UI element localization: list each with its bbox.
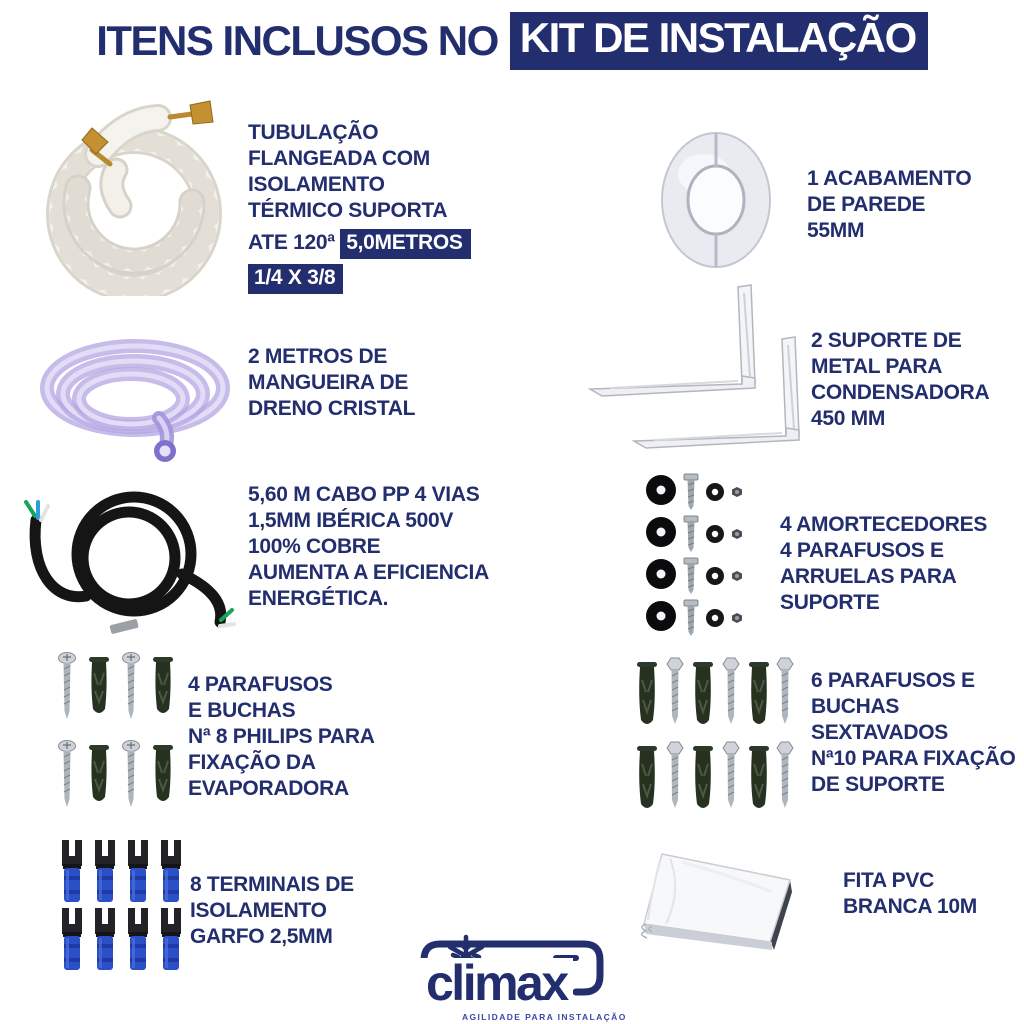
- label-line: DE PAREDE: [807, 193, 926, 216]
- label-line: BUCHAS: [811, 695, 900, 718]
- label-suporte: [811, 328, 989, 432]
- label-mangueira: [248, 344, 415, 422]
- insulated-tubing-coil-image: [24, 84, 246, 296]
- label-line: ISOLAMENTO: [190, 899, 327, 922]
- label-line: EVAPORADORA: [188, 777, 349, 800]
- label-plain-part: ATE 120ª: [248, 231, 335, 254]
- label-line: ISOLAMENTO: [248, 173, 385, 196]
- label-tubulacao: [248, 120, 471, 294]
- label-line: 2 SUPORTE DE: [811, 329, 962, 352]
- logo-tagline: AGILIDADE PARA INSTALAÇÃO: [462, 1012, 627, 1022]
- label-line: 450 MM: [811, 407, 886, 430]
- metal-brackets-image: [588, 283, 800, 449]
- label-line: MANGUEIRA DE: [248, 371, 409, 394]
- label-line: [248, 228, 471, 259]
- label-line: FLANGEADA COM: [248, 147, 430, 170]
- label-line: DE SUPORTE: [811, 773, 945, 796]
- label-line: CONDENSADORA: [811, 381, 990, 404]
- label-line: SEXTAVADOS: [811, 721, 949, 744]
- label-line: GARFO 2,5MM: [190, 925, 333, 948]
- label-line: Nª 8 PHILIPS PARA: [188, 725, 375, 748]
- label-line: Nª10 PARA FIXAÇÃO: [811, 747, 1016, 770]
- label-line: 4 AMORTECEDORES: [780, 513, 988, 536]
- label-line: 1 ACABAMENTO: [807, 167, 972, 190]
- label-line: [248, 263, 471, 294]
- philips-screws-anchors-image: [55, 645, 175, 817]
- drain-hose-coil-image: [35, 330, 243, 468]
- logo-wordmark: climax: [420, 958, 573, 1010]
- label-line: ENERGÉTICA.: [248, 587, 389, 610]
- label-line: 55MM: [807, 219, 865, 242]
- label-line: 1,5MM IBÉRICA 500V: [248, 509, 454, 532]
- label-line: BRANCA 10M: [843, 895, 977, 918]
- label-fita: [843, 868, 977, 920]
- label-line: 8 TERMINAIS DE: [190, 873, 354, 896]
- label-highlight-part: 5,0METROS: [340, 229, 470, 259]
- label-line: ARRUELAS PARA: [780, 565, 957, 588]
- label-line: SUPORTE: [780, 591, 880, 614]
- label-line: AUMENTA A EFICIENCIA: [248, 561, 489, 584]
- label-highlight-part: 1/4 X 3/8: [248, 264, 343, 294]
- label-line: 4 PARAFUSOS: [188, 673, 333, 696]
- label-line: 5,60 M CABO PP 4 VIAS: [248, 483, 480, 506]
- hex-screws-anchors-image: [634, 652, 794, 820]
- label-line: 100% COBRE: [248, 535, 381, 558]
- label-line: DRENO CRISTAL: [248, 397, 416, 420]
- dampers-screws-washers-image: [644, 472, 764, 640]
- wall-finish-ring-image: [660, 130, 772, 270]
- label-line: METAL PARA: [811, 355, 943, 378]
- page-title: [0, 12, 1024, 70]
- label-terminais: [190, 872, 354, 950]
- fork-terminals-image: [58, 836, 188, 976]
- label-line: E BUCHAS: [188, 699, 296, 722]
- label-line: 2 METROS DE: [248, 345, 388, 368]
- title-prefix: ITENS INCLUSOS NO: [96, 17, 498, 64]
- label-line: 4 PARAFUSOS E: [780, 539, 944, 562]
- label-line: 6 PARAFUSOS E: [811, 669, 975, 692]
- title-highlight-badge: KIT DE INSTALAÇÃO: [510, 12, 928, 70]
- label-parafusos-sextavados: [811, 668, 1016, 798]
- pvc-tape-image: [622, 840, 812, 962]
- label-line: TUBULAÇÃO: [248, 121, 379, 144]
- label-line: FITA PVC: [843, 869, 934, 892]
- label-amortecedores: [780, 512, 987, 616]
- label-line: FIXAÇÃO DA: [188, 751, 316, 774]
- climax-logo: [404, 928, 627, 1022]
- label-line: TÉRMICO SUPORTA: [248, 199, 448, 222]
- label-parafusos-philips: [188, 672, 375, 802]
- label-acabamento: [807, 166, 971, 244]
- black-cable-coil-image: [14, 474, 236, 640]
- label-cabo: [248, 482, 489, 612]
